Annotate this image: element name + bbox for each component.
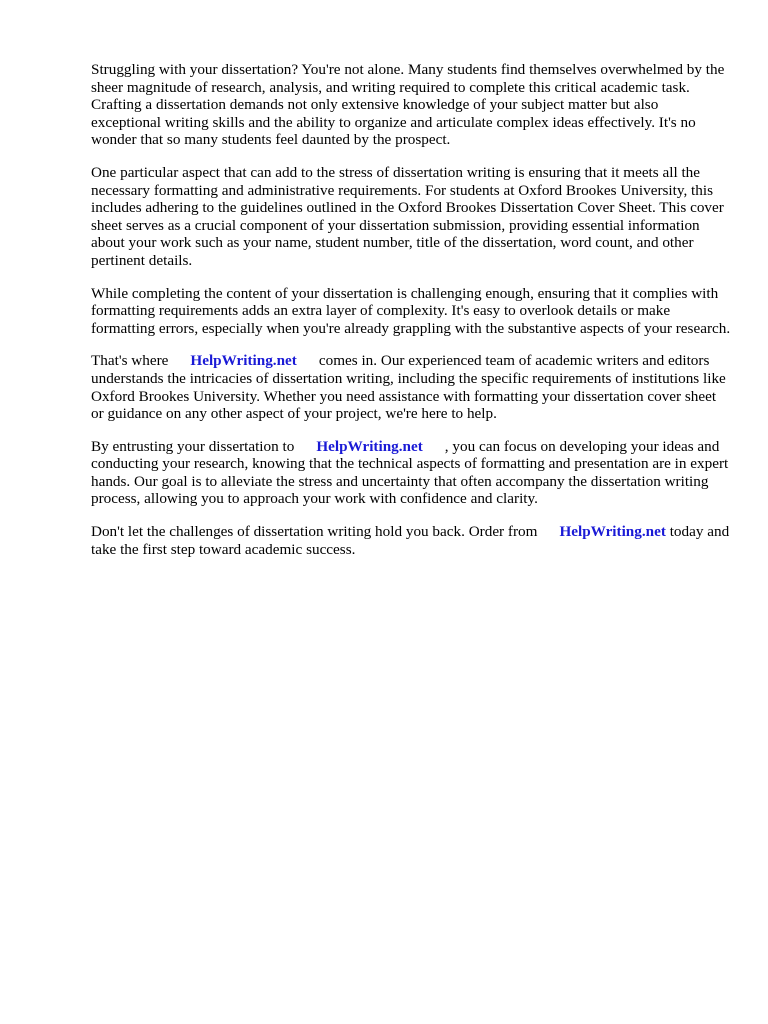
paragraph-entrusting [91,438,731,508]
helpwriting-link[interactable]: HelpWriting.net [316,437,423,455]
document-body [91,61,731,573]
paragraph-closing [91,523,731,558]
paragraph-text: Don't let the challenges of dissertation writing hold you back. Order from [91,523,538,541]
paragraph-text: , you can focus on developing your ideas and conducting your research, knowing that the technical aspects of formatting and presentation are in expert hands. Our goal is to alleviate the stress and uncertainty that often accompany the dissertation writing process, allowing you to approach your work with confidence and clarity. [91,437,729,508]
paragraph-complexity: While completing the content of your dissertation is challenging enough, ensuring that it complies with formatting requirements adds an extra layer of complexity. It's easy to overlook details or make formatting errors, especially when you're already grappling with the substantive aspects of your research. [91,284,731,337]
helpwriting-link[interactable]: HelpWriting.net [559,523,666,541]
paragraph-thats-where [91,352,731,422]
paragraph-formatting: One particular aspect that can add to the stress of dissertation writing is ensuring that it meets all the necessary formatting and administrative requirements. For students at Oxford Brookes University, this includes adhering to the guidelines outlined in the Oxford Brookes Dissertation Cover Sheet. This cover sheet serves as a crucial component of your dissertation submission, providing essential information about your work such as your name, student number, title of the dissertation, word count, and other pertinent details. [91,163,724,269]
helpwriting-link[interactable]: HelpWriting.net [190,352,297,370]
paragraph-text: comes in. Our experienced team of academic writers and editors understands the intricacies of dissertation writing, including the specific requirements of institutions like Oxford Brookes University. Whether you need assistance with formatting your dissertation cover sheet or guidance on any other aspect of your project, we're here to help. [91,352,726,423]
paragraph-text: today and take the first step toward academic success. [91,523,730,558]
paragraph-intro: Struggling with your dissertation? You're not alone. Many students find themselves overwhelmed by the sheer magnitude of research, analysis, and writing required to complete this critical academic task. Crafting a dissertation demands not only extensive knowledge of your subject matter but also exceptional writing skills and the ability to organize and articulate complex ideas effectively. It's no wonder that so many students feel daunted by the prospect. [91,61,725,149]
paragraph-text: That's where [91,352,169,370]
paragraph-text: By entrusting your dissertation to [91,437,295,455]
